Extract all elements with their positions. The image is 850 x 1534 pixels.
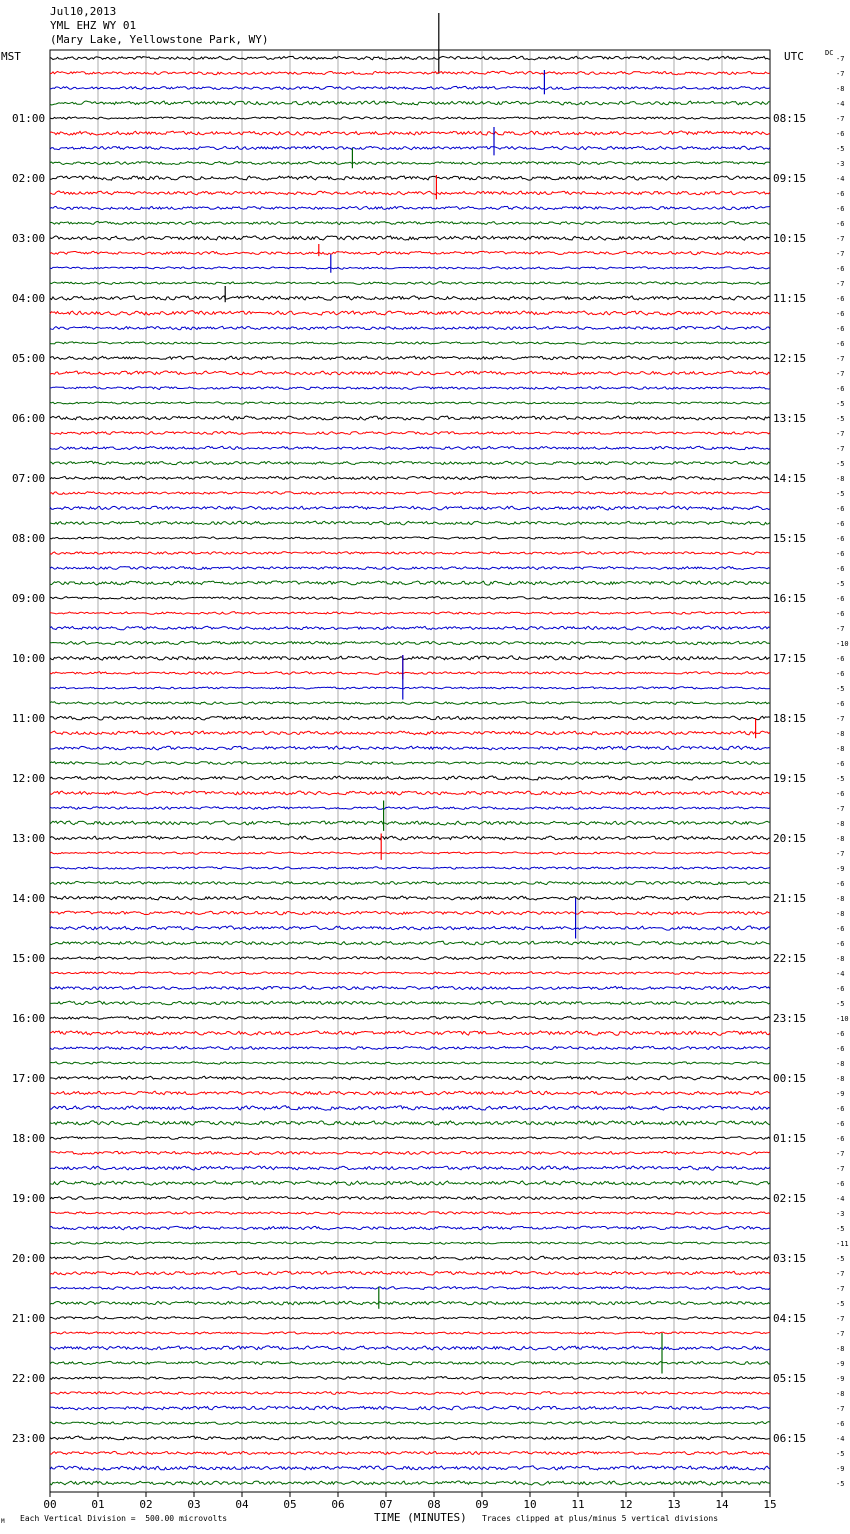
left-time-label: 03:00 bbox=[12, 232, 46, 245]
dc-offset-label: -6 bbox=[836, 670, 845, 678]
dc-offset-label: -4 bbox=[836, 1435, 845, 1443]
right-time-label: 01:15 bbox=[773, 1132, 807, 1145]
x-tick-label: 06 bbox=[331, 1498, 345, 1511]
trace-line bbox=[50, 1451, 770, 1454]
trace-line bbox=[50, 567, 770, 570]
trace-line bbox=[50, 1137, 770, 1140]
trace-line bbox=[50, 1301, 770, 1305]
dc-offset-label: -6 bbox=[836, 565, 845, 573]
trace-line bbox=[50, 896, 770, 900]
trace-line bbox=[50, 296, 770, 300]
dc-offset-label: -5 bbox=[836, 145, 845, 153]
dc-offset-label: -6 bbox=[836, 925, 845, 933]
header-station: YML EHZ WY 01 bbox=[50, 19, 137, 32]
trace-line bbox=[50, 926, 770, 930]
dc-offset-label: -7 bbox=[836, 1315, 845, 1323]
dc-offset-label: -5 bbox=[836, 415, 845, 423]
trace-line bbox=[50, 1242, 770, 1244]
trace-line bbox=[50, 867, 770, 869]
right-time-label: 11:15 bbox=[773, 292, 807, 305]
dc-offset-label: -6 bbox=[836, 610, 845, 618]
dc-offset-label: -4 bbox=[836, 970, 845, 978]
trace-line bbox=[50, 1062, 770, 1064]
dc-offset-label: -7 bbox=[836, 370, 845, 378]
trace-line bbox=[50, 656, 770, 660]
dc-offset-label: -6 bbox=[836, 340, 845, 348]
dc-offset-label: -5 bbox=[836, 490, 845, 498]
dc-offset-label: -8 bbox=[836, 955, 845, 963]
trace-line bbox=[50, 342, 770, 344]
right-time-label: 10:15 bbox=[773, 232, 807, 245]
x-tick-label: 05 bbox=[283, 1498, 297, 1511]
left-time-label: 11:00 bbox=[12, 712, 46, 725]
dc-offset-label: -4 bbox=[836, 1195, 845, 1203]
dc-offset-label: -8 bbox=[836, 835, 845, 843]
dc-offset-label: -6 bbox=[836, 1120, 845, 1128]
left-time-label: 22:00 bbox=[12, 1372, 46, 1385]
trace-line bbox=[50, 1392, 770, 1395]
dc-offset-label: -6 bbox=[836, 505, 845, 513]
left-time-label: 08:00 bbox=[12, 532, 46, 545]
dc-offset-label: -5 bbox=[836, 400, 845, 408]
right-time-label: 04:15 bbox=[773, 1312, 807, 1325]
trace-line bbox=[50, 1046, 770, 1049]
dc-offset-label: -6 bbox=[836, 1180, 845, 1188]
trace-line bbox=[50, 117, 770, 119]
left-time-label: 23:00 bbox=[12, 1432, 46, 1445]
dc-offset-label: -7 bbox=[836, 715, 845, 723]
trace-line bbox=[50, 56, 770, 60]
x-tick-label: 01 bbox=[91, 1498, 105, 1511]
right-time-label: 22:15 bbox=[773, 952, 807, 965]
dc-offset-label: -7 bbox=[836, 1405, 845, 1413]
x-tick-label: 11 bbox=[571, 1498, 585, 1511]
trace-line bbox=[50, 1271, 770, 1275]
x-tick-label: 07 bbox=[379, 1498, 393, 1511]
dc-offset-label: -11 bbox=[836, 1240, 849, 1248]
trace-line bbox=[50, 71, 770, 74]
x-tick-label: 04 bbox=[235, 1498, 249, 1511]
trace-line bbox=[50, 176, 770, 180]
dc-offset-label: -7 bbox=[836, 1270, 845, 1278]
dc-offset-label: -8 bbox=[836, 820, 845, 828]
dc-offset-label: -6 bbox=[836, 700, 845, 708]
x-tick-label: 00 bbox=[43, 1498, 57, 1511]
trace-line bbox=[50, 1377, 770, 1380]
left-time-label: 16:00 bbox=[12, 1012, 46, 1025]
dc-offset-label: -6 bbox=[836, 790, 845, 798]
x-tick-label: 15 bbox=[763, 1498, 777, 1511]
dc-offset-label: -8 bbox=[836, 1390, 845, 1398]
left-timezone-label: MST bbox=[1, 50, 21, 63]
trace-line bbox=[50, 1166, 770, 1170]
dc-offset-label: -6 bbox=[836, 1045, 845, 1053]
trace-line bbox=[50, 1481, 770, 1485]
right-time-label: 05:15 bbox=[773, 1372, 807, 1385]
dc-offset-label: -6 bbox=[836, 220, 845, 228]
trace-line bbox=[50, 1422, 770, 1425]
dc-offset-label: -9 bbox=[836, 1465, 845, 1473]
trace-line bbox=[50, 251, 770, 254]
dc-offset-label: -6 bbox=[836, 205, 845, 213]
dc-offset-label: -7 bbox=[836, 1285, 845, 1293]
right-time-label: 15:15 bbox=[773, 532, 807, 545]
trace-line bbox=[50, 1317, 770, 1320]
trace-line bbox=[50, 1436, 770, 1440]
dc-offset-label: -7 bbox=[836, 850, 845, 858]
trace-line bbox=[50, 972, 770, 975]
trace-line bbox=[50, 492, 770, 495]
dc-offset-label: -8 bbox=[836, 730, 845, 738]
dc-offset-label: -8 bbox=[836, 1075, 845, 1083]
left-time-label: 19:00 bbox=[12, 1192, 46, 1205]
x-tick-label: 13 bbox=[667, 1498, 681, 1511]
dc-offset-label: -7 bbox=[836, 1330, 845, 1338]
dc-offset-label: -7 bbox=[836, 1165, 845, 1173]
left-time-label: 07:00 bbox=[12, 472, 46, 485]
corner-mark: M bbox=[1, 1518, 5, 1525]
dc-offset-label: -9 bbox=[836, 1375, 845, 1383]
x-tick-label: 10 bbox=[523, 1498, 537, 1511]
dc-offset-label: -6 bbox=[836, 985, 845, 993]
trace-line bbox=[50, 461, 770, 464]
trace-line bbox=[50, 236, 770, 240]
right-time-label: 12:15 bbox=[773, 352, 807, 365]
right-time-label: 21:15 bbox=[773, 892, 807, 905]
trace-line bbox=[50, 761, 770, 764]
dc-offset-label: -9 bbox=[836, 865, 845, 873]
right-time-label: 19:15 bbox=[773, 772, 807, 785]
dc-offset-label: -7 bbox=[836, 355, 845, 363]
dc-offset-label: -7 bbox=[836, 805, 845, 813]
dc-offset-label: -6 bbox=[836, 655, 845, 663]
trace-line bbox=[50, 821, 770, 825]
trace-line bbox=[50, 1212, 770, 1215]
trace-line bbox=[50, 446, 770, 449]
right-time-label: 13:15 bbox=[773, 412, 807, 425]
trace-line bbox=[50, 146, 770, 150]
trace-line bbox=[50, 416, 770, 420]
trace-line bbox=[50, 191, 770, 195]
dc-offset-label: -6 bbox=[836, 520, 845, 528]
dc-offset-label: -7 bbox=[836, 235, 845, 243]
left-time-label: 14:00 bbox=[12, 892, 46, 905]
x-tick-label: 02 bbox=[139, 1498, 153, 1511]
trace-line bbox=[50, 791, 770, 795]
dc-offset-label: -7 bbox=[836, 625, 845, 633]
dc-offset-label: -6 bbox=[836, 880, 845, 888]
left-time-label: 02:00 bbox=[12, 172, 46, 185]
dc-offset-label: -6 bbox=[836, 1135, 845, 1143]
trace-line bbox=[50, 1466, 770, 1470]
left-time-label: 05:00 bbox=[12, 352, 46, 365]
dc-offset-label: -8 bbox=[836, 910, 845, 918]
trace-line bbox=[50, 521, 770, 525]
trace-line bbox=[50, 311, 770, 316]
trace-line bbox=[50, 1286, 770, 1289]
trace-line bbox=[50, 746, 770, 750]
trace-line bbox=[50, 581, 770, 585]
dc-offset-label: -6 bbox=[836, 265, 845, 273]
dc-offset-label: -4 bbox=[836, 100, 845, 108]
trace-line bbox=[50, 371, 770, 375]
dc-offset-header: DC bbox=[825, 49, 834, 57]
x-tick-label: 08 bbox=[427, 1498, 441, 1511]
x-tick-label: 14 bbox=[715, 1498, 729, 1511]
trace-line bbox=[50, 1076, 770, 1080]
trace-line bbox=[50, 1151, 770, 1154]
right-time-label: 14:15 bbox=[773, 472, 807, 485]
header-location: (Mary Lake, Yellowstone Park, WY) bbox=[50, 33, 269, 46]
trace-line bbox=[50, 1031, 770, 1035]
trace-line bbox=[50, 1196, 770, 1199]
trace-line bbox=[50, 206, 770, 209]
dc-offset-label: -6 bbox=[836, 550, 845, 558]
trace-line bbox=[50, 716, 770, 720]
dc-offset-label: -5 bbox=[836, 1225, 845, 1233]
trace-line bbox=[50, 597, 770, 600]
dc-offset-label: -7 bbox=[836, 430, 845, 438]
dc-offset-label: -9 bbox=[836, 1090, 845, 1098]
trace-line bbox=[50, 86, 770, 89]
dc-offset-label: -5 bbox=[836, 775, 845, 783]
left-time-label: 21:00 bbox=[12, 1312, 46, 1325]
trace-line bbox=[50, 626, 770, 630]
dc-offset-label: -4 bbox=[836, 175, 845, 183]
trace-line bbox=[50, 1106, 770, 1111]
left-time-label: 10:00 bbox=[12, 652, 46, 665]
trace-line bbox=[50, 1091, 770, 1095]
dc-offset-label: -6 bbox=[836, 595, 845, 603]
trace-line bbox=[50, 221, 770, 224]
dc-offset-label: -3 bbox=[836, 1210, 845, 1218]
dc-offset-label: -10 bbox=[836, 1015, 849, 1023]
right-time-label: 03:15 bbox=[773, 1252, 807, 1265]
dc-offset-label: -6 bbox=[836, 130, 845, 138]
trace-line bbox=[50, 356, 770, 360]
trace-line bbox=[50, 402, 770, 404]
dc-offset-label: -7 bbox=[836, 115, 845, 123]
trace-line bbox=[50, 387, 770, 390]
left-time-label: 06:00 bbox=[12, 412, 46, 425]
x-axis-title: TIME (MINUTES) bbox=[374, 1511, 467, 1524]
trace-line bbox=[50, 687, 770, 689]
dc-offset-label: -7 bbox=[836, 70, 845, 78]
trace-line bbox=[50, 1181, 770, 1185]
left-time-label: 13:00 bbox=[12, 832, 46, 845]
trace-line bbox=[50, 1001, 770, 1005]
x-tick-label: 09 bbox=[475, 1498, 489, 1511]
left-time-label: 01:00 bbox=[12, 112, 46, 125]
right-time-label: 02:15 bbox=[773, 1192, 807, 1205]
right-time-label: 17:15 bbox=[773, 652, 807, 665]
trace-line bbox=[50, 1256, 770, 1260]
trace-line bbox=[50, 986, 770, 989]
dc-offset-label: -5 bbox=[836, 1480, 845, 1488]
dc-offset-label: -5 bbox=[836, 685, 845, 693]
trace-line bbox=[50, 881, 770, 884]
dc-offset-label: -6 bbox=[836, 1105, 845, 1113]
trace-line bbox=[50, 941, 770, 945]
right-time-label: 16:15 bbox=[773, 592, 807, 605]
right-time-label: 00:15 bbox=[773, 1072, 807, 1085]
dc-offset-label: -8 bbox=[836, 85, 845, 93]
trace-line bbox=[50, 776, 770, 780]
left-time-label: 15:00 bbox=[12, 952, 46, 965]
trace-line bbox=[50, 506, 770, 510]
dc-offset-label: -6 bbox=[836, 190, 845, 198]
trace-line bbox=[50, 702, 770, 705]
trace-line bbox=[50, 672, 770, 675]
dc-offset-label: -6 bbox=[836, 760, 845, 768]
right-time-label: 06:15 bbox=[773, 1432, 807, 1445]
dc-offset-label: -6 bbox=[836, 295, 845, 303]
dc-offset-label: -8 bbox=[836, 745, 845, 753]
scale-note: Each Vertical Division = 500.00 microvolts bbox=[20, 1514, 228, 1523]
trace-line bbox=[50, 476, 770, 480]
dc-offset-label: -9 bbox=[836, 1360, 845, 1368]
dc-offset-label: -6 bbox=[836, 940, 845, 948]
right-time-label: 23:15 bbox=[773, 1012, 807, 1025]
left-time-label: 12:00 bbox=[12, 772, 46, 785]
dc-offset-label: -7 bbox=[836, 445, 845, 453]
trace-line bbox=[50, 731, 770, 735]
left-time-label: 18:00 bbox=[12, 1132, 46, 1145]
trace-line bbox=[50, 1016, 770, 1019]
left-time-label: 04:00 bbox=[12, 292, 46, 305]
dc-offset-label: -6 bbox=[836, 1030, 845, 1038]
trace-line bbox=[50, 131, 770, 135]
left-time-label: 17:00 bbox=[12, 1072, 46, 1085]
dc-offset-label: -6 bbox=[836, 535, 845, 543]
dc-offset-label: -8 bbox=[836, 1345, 845, 1353]
x-tick-label: 12 bbox=[619, 1498, 633, 1511]
trace-line bbox=[50, 162, 770, 165]
header-date: Jul10,2013 bbox=[50, 5, 117, 18]
trace-line bbox=[50, 1226, 770, 1230]
trace-line bbox=[50, 1406, 770, 1410]
dc-offset-label: -5 bbox=[836, 580, 845, 588]
dc-offset-label: -8 bbox=[836, 895, 845, 903]
clip-note: Traces clipped at plus/minus 5 vertical divisions bbox=[482, 1514, 719, 1523]
right-time-label: 18:15 bbox=[773, 712, 807, 725]
trace-line bbox=[50, 537, 770, 539]
dc-offset-label: -7 bbox=[836, 1150, 845, 1158]
trace-line bbox=[50, 852, 770, 854]
dc-offset-label: -8 bbox=[836, 475, 845, 483]
right-time-label: 20:15 bbox=[773, 832, 807, 845]
dc-offset-label: -5 bbox=[836, 1450, 845, 1458]
dc-offset-label: -6 bbox=[836, 310, 845, 318]
trace-line bbox=[50, 326, 770, 330]
trace-line bbox=[50, 836, 770, 840]
plot-frame bbox=[50, 50, 770, 1492]
dc-offset-label: -7 bbox=[836, 250, 845, 258]
right-time-label: 08:15 bbox=[773, 112, 807, 125]
dc-offset-label: -5 bbox=[836, 1255, 845, 1263]
dc-offset-label: -6 bbox=[836, 1420, 845, 1428]
trace-line bbox=[50, 911, 770, 915]
trace-line bbox=[50, 1121, 770, 1125]
dc-offset-label: -5 bbox=[836, 1300, 845, 1308]
dc-offset-label: -3 bbox=[836, 160, 845, 168]
dc-offset-label: -10 bbox=[836, 640, 849, 648]
dc-offset-label: -6 bbox=[836, 325, 845, 333]
dc-offset-label: -7 bbox=[836, 280, 845, 288]
dc-offset-label: -5 bbox=[836, 1000, 845, 1008]
right-time-label: 09:15 bbox=[773, 172, 807, 185]
dc-offset-label: -8 bbox=[836, 1060, 845, 1068]
trace-line bbox=[50, 956, 770, 959]
trace-line bbox=[50, 101, 770, 105]
trace-line bbox=[50, 432, 770, 435]
trace-line bbox=[50, 267, 770, 269]
dc-offset-label: -6 bbox=[836, 385, 845, 393]
dc-offset-label: -7 bbox=[836, 55, 845, 63]
left-time-label: 09:00 bbox=[12, 592, 46, 605]
trace-line bbox=[50, 612, 770, 615]
right-timezone-label: UTC bbox=[784, 50, 804, 63]
trace-line bbox=[50, 282, 770, 285]
trace-line bbox=[50, 807, 770, 810]
x-tick-label: 03 bbox=[187, 1498, 201, 1511]
trace-line bbox=[50, 552, 770, 555]
dc-offset-label: -5 bbox=[836, 460, 845, 468]
left-time-label: 20:00 bbox=[12, 1252, 46, 1265]
trace-line bbox=[50, 641, 770, 644]
